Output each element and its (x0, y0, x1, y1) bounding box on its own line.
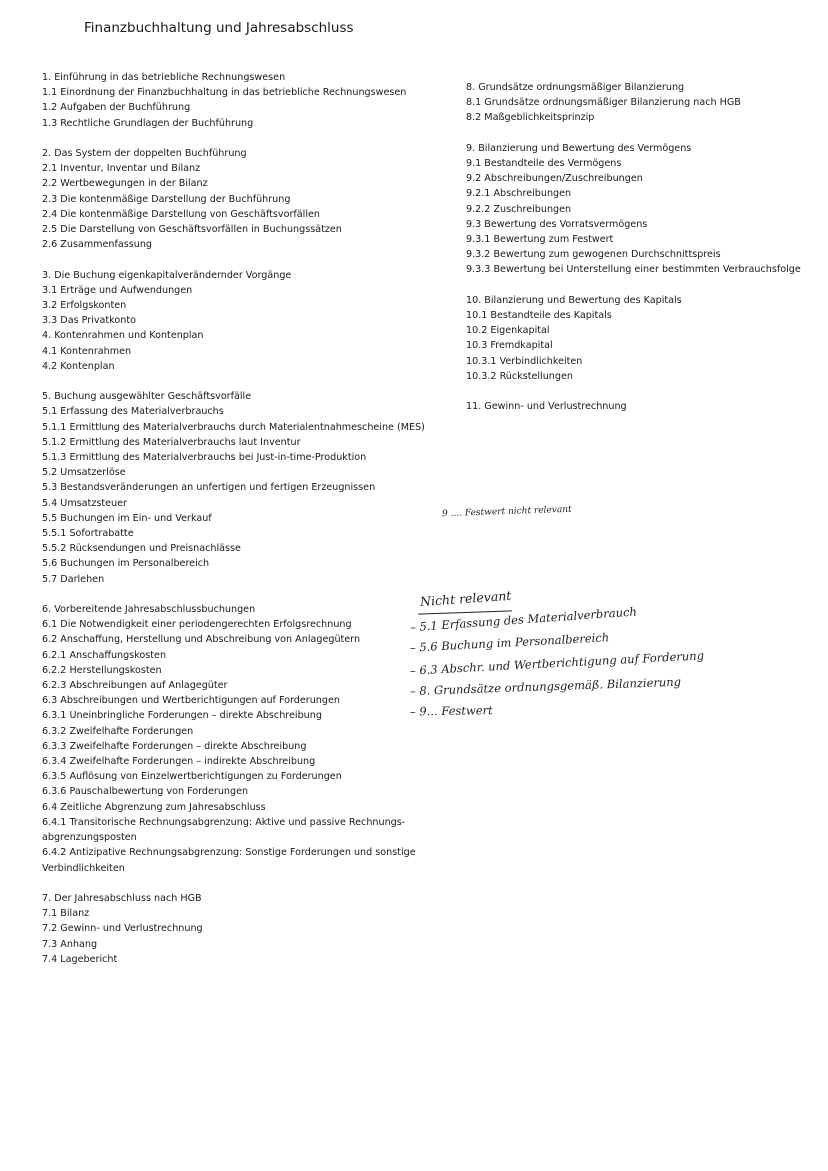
toc-entry: 9.3.3 Bewertung bei Unterstellung einer bestimmten Verbrauchsfolge (466, 264, 801, 276)
toc-entry: 2. Das System der doppelten Buchführung (42, 148, 247, 159)
toc-entry: 9.3 Bewertung des Vorratsvermögens (466, 218, 648, 230)
handwritten-not-relevant-list (409, 604, 705, 725)
toc-entry: 6.2.1 Anschaffungskosten (42, 649, 167, 661)
toc-entry: 8.1 Grundsätze ordnungsmäßiger Bilanzierung nach HGB (466, 97, 741, 109)
toc-entry: 5.2 Umsatzerlöse (42, 467, 126, 479)
toc-entry: 9.2 Abschreibungen/Zuschreibungen (466, 173, 643, 185)
toc-entry: 2.1 Inventur, Inventar und Bilanz (42, 163, 201, 175)
toc-entry: 5.5 Buchungen im Ein- und Verkauf (42, 512, 212, 524)
toc-entry: 8. Grundsätze ordnungsmäßiger Bilanzierung (466, 82, 685, 93)
toc-entry: 9.2.2 Zuschreibungen (466, 203, 572, 215)
handwritten-item: – 5.1 Erfassung des Materialverbrauch (409, 604, 638, 635)
toc-entry: 4.1 Kontenrahmen (42, 345, 132, 357)
toc-entry: 7.2 Gewinn- und Verlustrechnung (42, 923, 203, 935)
handwritten-item: – 9... Festwert (409, 703, 493, 719)
toc-entry: 7.3 Anhang (42, 938, 98, 950)
toc-entry: 4.2 Kontenplan (42, 360, 115, 372)
toc-entry: 9.2.1 Abschreibungen (466, 188, 572, 200)
toc-entry: 6.4.1 Transitorische Rechnungsabgrenzung: Aktive und passive Rechnungs- (42, 816, 406, 828)
spacer (466, 278, 826, 293)
toc-entry: 5.1 Erfassung des Materialverbrauchs (42, 406, 224, 418)
toc-entry: 9.1 Bestandteile des Vermögens (466, 158, 622, 169)
toc-entry: Verbindlichkeiten (42, 862, 125, 874)
toc-entry: 6.4.2 Antizipative Rechnungsabgrenzung: Sonstige Forderungen und sonstige (42, 847, 416, 859)
toc-entry: 5. Buchung ausgewählter Geschäftsvorfälle (42, 391, 252, 403)
toc-entry: 6. Vorbereitende Jahresabschlussbuchungen (42, 604, 256, 616)
toc-entry: 6.3.1 Uneinbringliche Forderungen – direkte Abschreibung (42, 710, 322, 722)
handwritten-item: – 5.6 Buchung im Personalbereich (409, 630, 610, 655)
toc-entry: 3.2 Erfolgskonten (42, 300, 127, 312)
handwritten-item: – 8. Grundsätze ordnungsgemäß. Bilanzierung (409, 674, 682, 699)
spacer (42, 876, 442, 891)
handwritten-heading-nicht-relevant: Nicht relevant (419, 587, 512, 610)
document-title: Finanzbuchhaltung und Jahresabschluss (84, 20, 354, 36)
toc-entry: 3.1 Erträge und Aufwendungen (42, 284, 193, 296)
handwritten-item: – 6.3 Abschr. und Wertberichtigung auf Forderung (409, 648, 705, 678)
toc-entry: 6.2.3 Abschreibungen auf Anlagegüter (42, 680, 228, 692)
toc-entry: 6.3.4 Zweifelhafte Forderungen – indirekte Abschreibung (42, 756, 316, 768)
toc-left-column (42, 70, 442, 967)
toc-entry: 10.3.1 Verbindlichkeiten (466, 355, 583, 367)
toc-entry: 7. Der Jahresabschluss nach HGB (42, 892, 202, 904)
toc-entry: 3. Die Buchung eigenkapitalverändernder Vorgänge (42, 269, 292, 281)
toc-entry: 11. Gewinn- und Verlustrechnung (466, 401, 627, 413)
spacer (42, 587, 442, 602)
toc-entry: 8.2 Maßgeblichkeitsprinzip (466, 112, 595, 124)
toc-entry: 10.3.2 Rückstellungen (466, 370, 573, 382)
toc-entry: 6.4 Zeitliche Abgrenzung zum Jahresabschluss (42, 801, 266, 813)
toc-entry: 6.3.6 Pauschalbewertung von Forderungen (42, 786, 249, 798)
toc-entry: 1.3 Rechtliche Grundlagen der Buchführung (42, 117, 254, 129)
toc-entry: 10.2 Eigenkapital (466, 325, 550, 337)
toc-entry: 6.2.2 Herstellungskosten (42, 664, 162, 676)
toc-entry: 9.3.2 Bewertung zum gewogenen Durchschnittspreis (466, 249, 721, 261)
toc-entry: 2.6 Zusammenfassung (42, 239, 153, 251)
toc-entry: 6.3.3 Zweifelhafte Forderungen – direkte Abschreibung (42, 740, 307, 752)
toc-entry: 6.3.5 Auflösung von Einzelwertberichtigungen zu Forderungen (42, 771, 342, 783)
toc-entry: 1.2 Aufgaben der Buchführung (42, 102, 191, 114)
toc-entry: 5.1.3 Ermittlung des Materialverbrauchs bei Just-in-time-Produktion (42, 452, 367, 464)
toc-entry: 2.5 Die Darstellung von Geschäftsvorfällen in Buchungssätzen (42, 224, 342, 236)
toc-entry: 5.7 Darlehen (42, 573, 105, 585)
toc-entry: 3.3 Das Privatkonto (42, 315, 136, 327)
spacer (466, 384, 826, 399)
toc-entry: abgrenzungsposten (42, 832, 137, 844)
toc-entry: 5.1.1 Ermittlung des Materialverbrauchs durch Materialentnahmescheine (MES) (42, 421, 425, 433)
toc-entry: 6.3.2 Zweifelhafte Forderungen (42, 725, 194, 737)
toc-entry: 10.1 Bestandteile des Kapitals (466, 310, 612, 322)
toc-entry: 6.1 Die Notwendigkeit einer periodengerechten Erfolgsrechnung (42, 619, 352, 631)
toc-entry: 1. Einführung in das betriebliche Rechnungswesen (42, 72, 286, 83)
toc-entry: 5.4 Umsatzsteuer (42, 497, 127, 509)
toc-entry: 4. Kontenrahmen und Kontenplan (42, 330, 204, 342)
toc-entry: 5.3 Bestandsveränderungen an unfertigen und fertigen Erzeugnissen (42, 482, 376, 494)
toc-entry: 2.3 Die kontenmäßige Darstellung der Buchführung (42, 193, 291, 205)
toc-entry: 1.1 Einordnung der Finanzbuchhaltung in das betriebliche Rechnungswesen (42, 87, 407, 99)
toc-entry: 9.3.1 Bewertung zum Festwert (466, 234, 614, 246)
toc-right-column (466, 80, 826, 414)
toc-entry: 6.2 Anschaffung, Herstellung und Abschreibung von Anlagegütern (42, 634, 361, 646)
spacer (42, 374, 442, 389)
spacer (42, 252, 442, 267)
toc-entry: 5.6 Buchungen im Personalbereich (42, 558, 210, 570)
toc-entry: 10.3 Fremdkapital (466, 340, 553, 352)
toc-entry: 2.4 Die kontenmäßige Darstellung von Geschäftsvorfällen (42, 208, 320, 220)
handwritten-note-festwert: 9 .... Festwert nicht relevant (441, 504, 572, 520)
toc-entry: 5.5.2 Rücksendungen und Preisnachlässe (42, 543, 241, 555)
toc-entry: 5.1.2 Ermittlung des Materialverbrauchs laut Inventur (42, 436, 301, 448)
toc-entry: 6.3 Abschreibungen und Wertberichtigungen auf Forderungen (42, 695, 340, 707)
spacer (466, 126, 826, 141)
toc-entry: 9. Bilanzierung und Bewertung des Vermögens (466, 142, 692, 154)
toc-entry: 7.1 Bilanz (42, 908, 90, 920)
spacer (42, 131, 442, 146)
toc-entry: 7.4 Lagebericht (42, 953, 118, 965)
toc-entry: 5.5.1 Sofortrabatte (42, 528, 134, 540)
toc-entry: 10. Bilanzierung und Bewertung des Kapitals (466, 294, 682, 306)
toc-entry: 2.2 Wertbewegungen in der Bilanz (42, 178, 208, 190)
